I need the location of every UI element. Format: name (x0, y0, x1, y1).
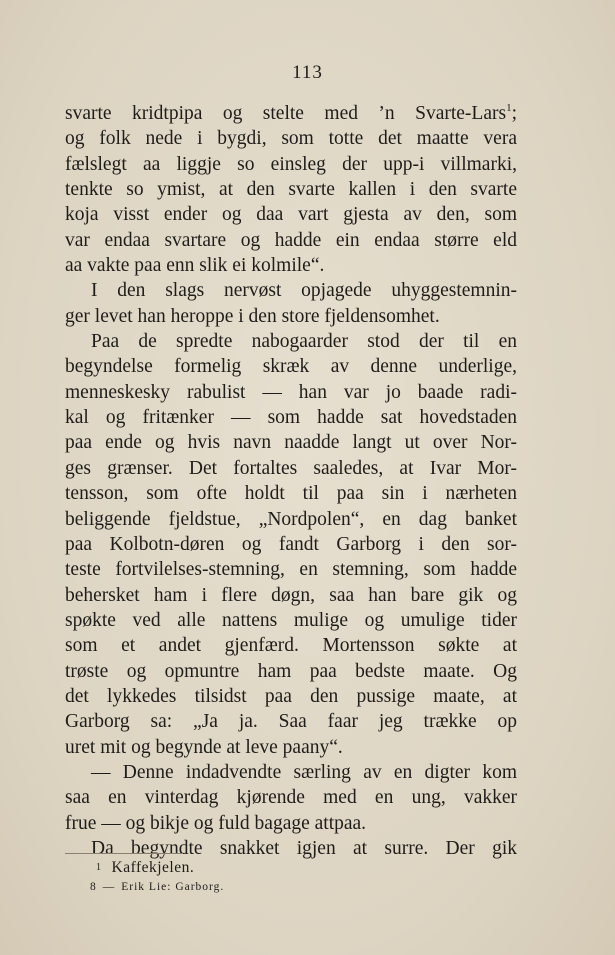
body-text (65, 101, 517, 861)
text-line: saa en vinterdag kjørende med en ung, vakker (65, 787, 517, 809)
text-line: Da begyndte snakket igjen at surre. Der gik (91, 837, 517, 859)
text-line: behersket ham i flere døgn, saa han bare gik og (65, 584, 517, 606)
text-line: beliggende fjeldstue, „Nordpolen“, en dag banket (65, 508, 517, 530)
signature-text: Erik Lie: Garborg. (121, 881, 225, 893)
signature-sheet-number: 8 (90, 881, 97, 893)
text-line-part: svarte kridtpipa og stelte med ’n Svarte-Lars (65, 103, 507, 124)
page-number: 113 (292, 62, 323, 83)
text-line: menneskesky rabulist — han var jo baade radi- (65, 381, 517, 403)
footnote-reference: 1 (506, 102, 512, 114)
signature-dash: — (102, 881, 116, 893)
text-line: Paa de spredte nabogaarder stod der til en (91, 331, 517, 353)
printer-signature (90, 880, 230, 894)
text-line: paa Kolbotn-døren og fandt Garborg i den sor- (65, 533, 517, 555)
text-line: tensson, som ofte holdt til paa sin i nærheten (65, 483, 517, 505)
text-line: kal og fritænker — som hadde sat hovedstaden (65, 407, 517, 429)
text-line: det lykkedes tilsidst paa den pussige maate, at (65, 685, 517, 707)
text-line: trøste og opmuntre ham paa bedste maate. Og (65, 660, 517, 682)
text-line: — Denne indadvendte særling av en digter kom (91, 761, 517, 783)
text-line: teste fortvilelses-stemning, en stemning, som hadde (65, 559, 517, 581)
text-line: koja visst ender og daa vart gjesta av den, som (65, 204, 517, 226)
footnote-text: Kaffekjelen. (111, 859, 195, 876)
footnote-divider (65, 853, 183, 854)
footnote (96, 858, 194, 878)
text-line: I den slags nervøst opjagede uhyggestemnin- (91, 280, 517, 302)
text-line: frue — og bikje og fuld bagage attpaa. (65, 812, 367, 834)
text-line: som et andet gjenfærd. Mortensson søkte at (65, 635, 517, 657)
text-line: fælslegt aa liggje so einsleg der upp-i villmarki, (65, 153, 517, 175)
text-line: aa vakte paa enn slik ei kolmile“. (65, 255, 325, 277)
text-line: tenkte so ymist, at den svarte kallen i den svarte (65, 179, 517, 201)
text-line: ger levet han heroppe i den store fjeldensomhet. (65, 305, 440, 327)
text-line: var endaa svartare og hadde ein endaa større eld (65, 229, 517, 251)
text-line: Garborg sa: „Ja ja. Saa faar jeg trække op (65, 711, 517, 733)
text-line: og folk nede i bygdi, som totte det maatte vera (65, 128, 517, 150)
footnote-mark: 1 (96, 862, 102, 873)
text-line: spøkte ved alle nattens mulige og umulige tider (65, 609, 517, 631)
text-line: paa ende og hvis navn naadde langt ut over Nor- (65, 432, 517, 454)
text-line-part: ; (511, 103, 517, 124)
text-line: begyndelse formelig skræk av denne underlige, (65, 356, 517, 378)
text-line: uret mit og begynde at leve paany“. (65, 736, 343, 758)
text-line: ges grænser. Det fortaltes saaledes, at Ivar Mor- (65, 457, 517, 479)
text-line (65, 101, 517, 126)
